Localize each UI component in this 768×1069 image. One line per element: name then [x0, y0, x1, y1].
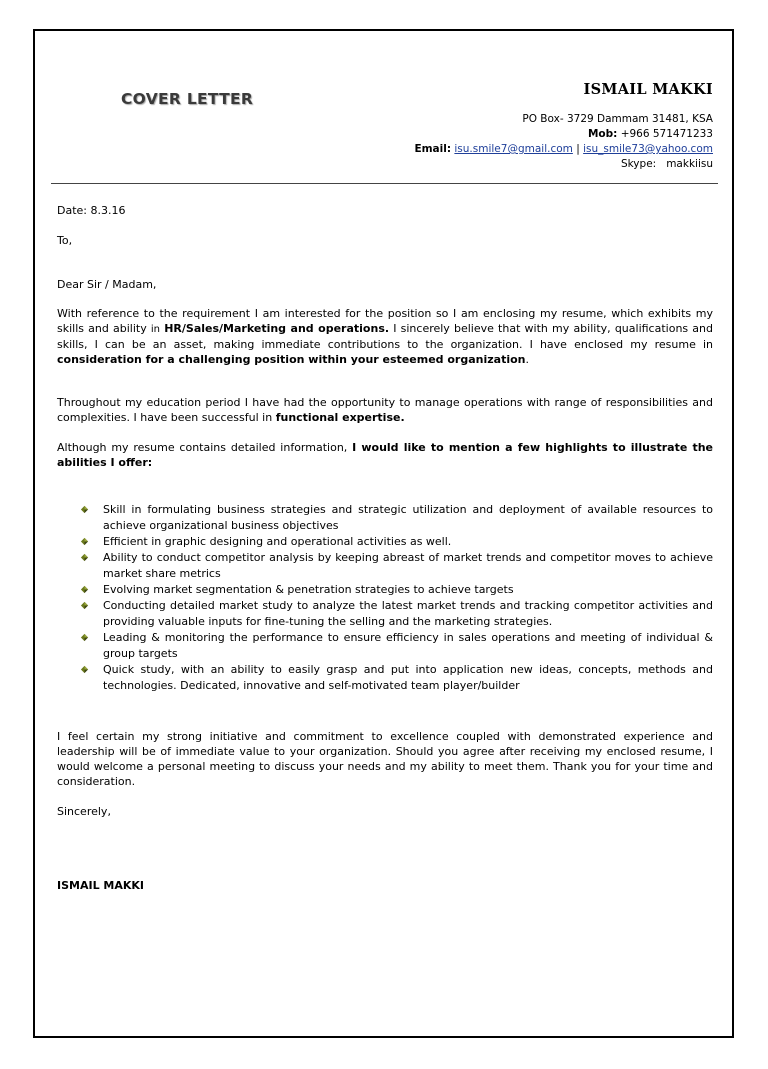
mobile-value: +966 571471233 — [620, 128, 713, 140]
list-item-text: Evolving market segmentation & penetration strategies to achieve targets — [103, 583, 514, 597]
p3-bold-highlights: I would like to mention a few highlights to illustrate the abilities I offer: — [57, 441, 713, 469]
letter-closing: Sincerely, — [57, 805, 111, 818]
diamond-bullet-icon — [80, 537, 89, 546]
list-item — [80, 630, 713, 662]
letter-recipient: To, — [57, 234, 73, 247]
p1-bold-fields: HR/Sales/Marketing and operations. — [164, 322, 390, 335]
p1-text-d: I sincerely believe that with my ability, qualifications and skills, I can be an asset, making immediate contributions to the organization. I have enclosed my resume in — [57, 322, 714, 351]
list-item — [80, 662, 713, 694]
sender-skype — [414, 157, 713, 172]
email-separator: | — [576, 143, 580, 155]
diamond-bullet-icon — [80, 553, 89, 562]
list-item — [80, 582, 713, 598]
header-divider — [51, 183, 718, 184]
contact-header — [414, 81, 713, 172]
list-item-text: Conducting detailed market study to analyze the latest market trends and tracking competitor activities and providing valuable inputs for fine-tuning the selling and the marketing strategies. — [103, 599, 713, 629]
list-item — [80, 598, 713, 630]
list-item-text: Ability to conduct competitor analysis by keeping abreast of market trends and competitor moves to achieve market share metrics — [103, 551, 713, 580]
diamond-bullet-icon — [80, 601, 89, 610]
skype-label: Skype: — [620, 158, 657, 170]
highlights-list — [80, 502, 713, 694]
paragraph-closing: I feel certain my strong initiative and commitment to excellence coupled with demonstrated experience and leadership will be of immediate value to your organization. Should you agree after receiving my enclosed resume, I would welcome a personal meeting to discuss your needs and my ability to meet them. Thank you for your time and consideration. — [57, 730, 713, 788]
document-title: COVER LETTER — [121, 90, 254, 108]
list-item — [80, 550, 713, 582]
list-item-text: Efficient in graphic designing and operational activities as well. — [103, 534, 452, 548]
list-item — [80, 534, 713, 550]
sender-name: ISMAIL MAKKI — [583, 81, 713, 98]
email-label: Email: — [414, 143, 452, 155]
diamond-bullet-icon — [80, 633, 89, 642]
mobile-label: Mob: — [587, 128, 618, 140]
letter-date: Date: 8.3.16 — [57, 204, 126, 217]
letter-salutation: Dear Sir / Madam, — [57, 278, 157, 291]
p1-text-a: With reference to the requirement I am interested for the position so I am enclosing my resume, which exhibits my skills and ability — [57, 307, 713, 335]
paragraph-highlights — [57, 440, 713, 470]
sender-address: PO Box- 3729 Dammam 31481, KSA — [522, 113, 713, 125]
p1-text-f: . — [525, 353, 529, 366]
list-item-text: Quick study, with an ability to easily grasp and put into application new ideas, concepts, methods and technologies. Dedicated, innovative and self-motivated team player/builder — [103, 663, 713, 693]
skype-value: makkiisu — [666, 158, 713, 170]
p2-bold-expertise: functional expertise. — [275, 411, 405, 424]
list-item-text: Leading & monitoring the performance to ensure efficiency in sales operations and meeting of individual & group targets — [103, 631, 713, 661]
paragraph-education — [57, 395, 713, 425]
p1-bold-position: consideration for a challenging position within your esteemed organization — [57, 353, 526, 366]
p3-text-a: Although my resume contains detailed information, — [57, 441, 353, 454]
list-item — [80, 502, 713, 534]
sender-email — [414, 142, 713, 157]
email-link-gmail[interactable]: isu.smile7@gmail.com — [454, 143, 573, 155]
diamond-bullet-icon — [80, 505, 89, 514]
diamond-bullet-icon — [80, 665, 89, 674]
p1-text-in: in — [150, 324, 161, 335]
signature-name: ISMAIL MAKKI — [57, 879, 145, 892]
sender-mobile — [414, 127, 713, 142]
email-link-yahoo[interactable]: isu_smile73@yahoo.com — [583, 143, 713, 155]
diamond-bullet-icon — [80, 585, 89, 594]
p2-text-a: Throughout my education period I have had the opportunity to manage operations with range of responsibilities and complexities. I have been successful in — [57, 396, 713, 424]
list-item-text: Skill in formulating business strategies and strategic utilization and deployment of available resources to achieve organizational business objectives — [103, 503, 713, 532]
paragraph-intro — [57, 306, 713, 367]
